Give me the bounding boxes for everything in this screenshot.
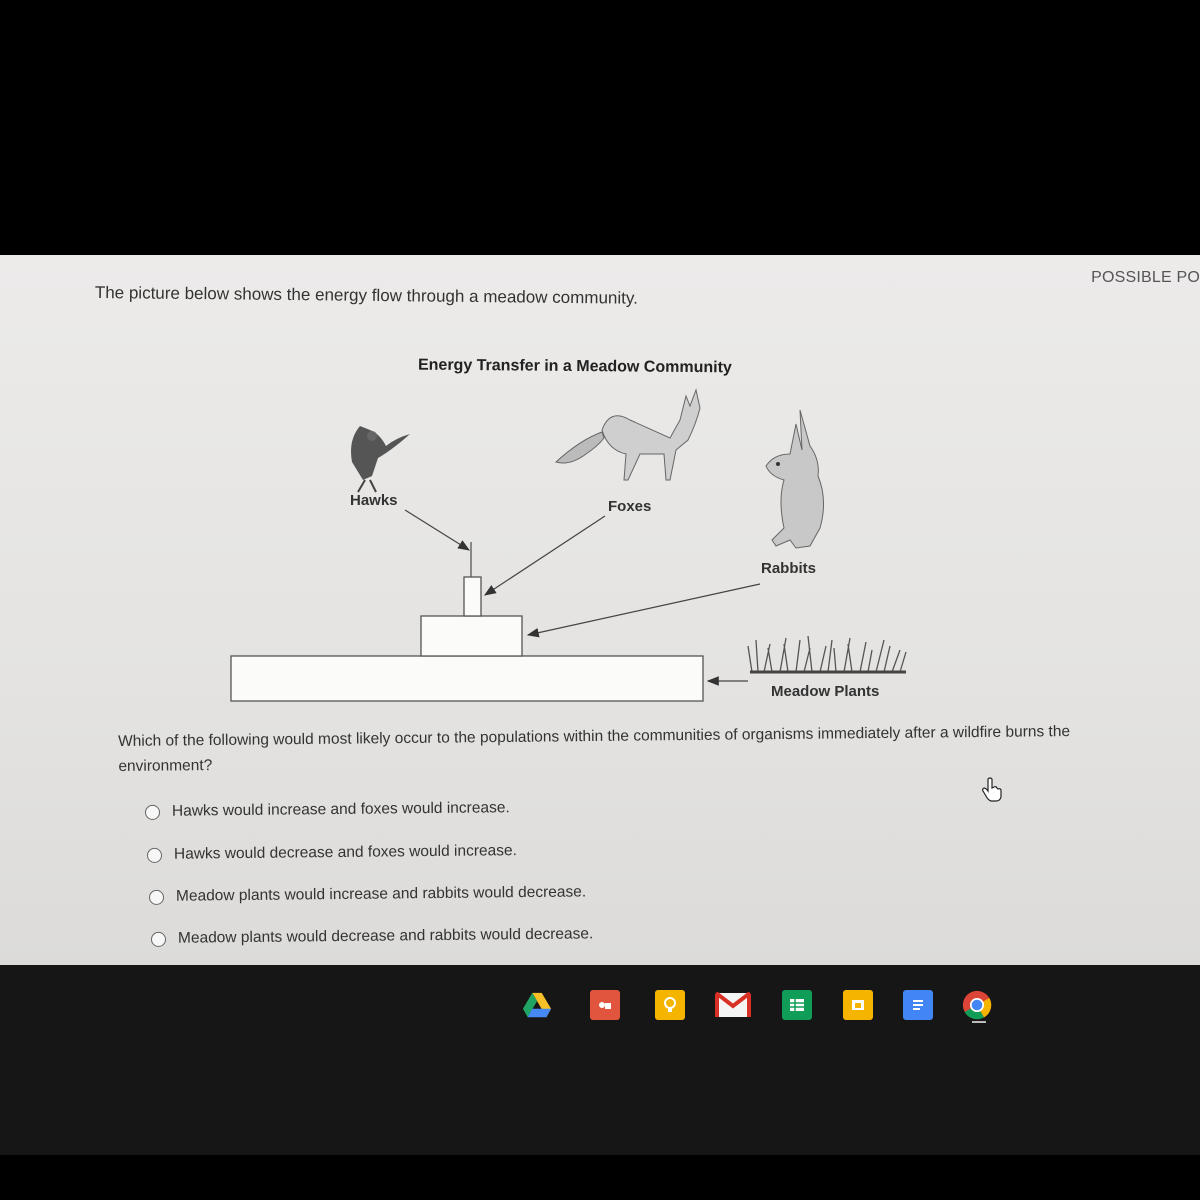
energy-pyramid-figure — [200, 350, 940, 710]
answer-option-label: Hawks would decrease and foxes would increase. — [173, 842, 517, 863]
classroom-icon[interactable] — [843, 990, 873, 1020]
radio-button[interactable] — [147, 847, 162, 862]
pyramid-level-primary-consumers — [421, 616, 522, 656]
os-shelf — [0, 965, 1200, 1155]
hand-cursor-icon — [980, 777, 1004, 803]
arrow-hawks — [405, 510, 469, 550]
answer-option-label: Hawks would increase and foxes would increase. — [171, 799, 510, 820]
pyramid-level-secondary-consumers — [464, 577, 481, 616]
fox-illustration — [556, 390, 700, 480]
gmail-icon[interactable] — [715, 990, 751, 1020]
active-app-indicator — [972, 1021, 986, 1023]
keep-icon[interactable] — [655, 990, 685, 1020]
answer-option-3[interactable] — [149, 883, 586, 906]
label-rabbits: Rabbits — [761, 560, 817, 577]
radio-button[interactable] — [149, 889, 164, 904]
label-foxes: Foxes — [608, 498, 652, 515]
radio-button[interactable] — [145, 804, 160, 819]
question-intro: The picture below shows the energy flow through a meadow community. — [94, 283, 638, 308]
drive-icon[interactable] — [522, 990, 552, 1020]
chrome-icon[interactable] — [962, 990, 992, 1020]
answer-option-1[interactable] — [145, 799, 510, 821]
sheets-icon[interactable] — [782, 990, 812, 1020]
hawk-illustration — [351, 426, 410, 492]
meadow-grass-illustration — [748, 636, 906, 672]
label-hawks: Hawks — [350, 492, 398, 509]
pyramid-level-producers — [231, 656, 703, 701]
answer-option-2[interactable] — [147, 842, 517, 864]
slides-icon[interactable] — [590, 990, 620, 1020]
rabbit-illustration — [766, 410, 824, 548]
question-text: Which of the following would most likely occur to the populations within the communities of organisms immediately after a wildfire burns the environment? — [118, 723, 1071, 775]
answer-option-label: Meadow plants would decrease and rabbits would decrease. — [177, 925, 594, 947]
radio-button[interactable] — [151, 931, 166, 946]
possible-points-label: POSSIBLE PO — [1091, 269, 1200, 286]
answer-option-label: Meadow plants would increase and rabbits would decrease. — [175, 883, 587, 905]
docs-icon[interactable] — [903, 990, 933, 1020]
energy-pyramid-diagram — [200, 350, 940, 710]
diagram-title: Energy Transfer in a Meadow Community — [417, 356, 732, 377]
arrow-foxes — [485, 516, 605, 595]
answer-option-4[interactable] — [151, 925, 593, 948]
label-meadow-plants: Meadow Plants — [771, 683, 880, 700]
arrow-rabbits — [528, 584, 760, 635]
quiz-screen — [0, 255, 1200, 965]
